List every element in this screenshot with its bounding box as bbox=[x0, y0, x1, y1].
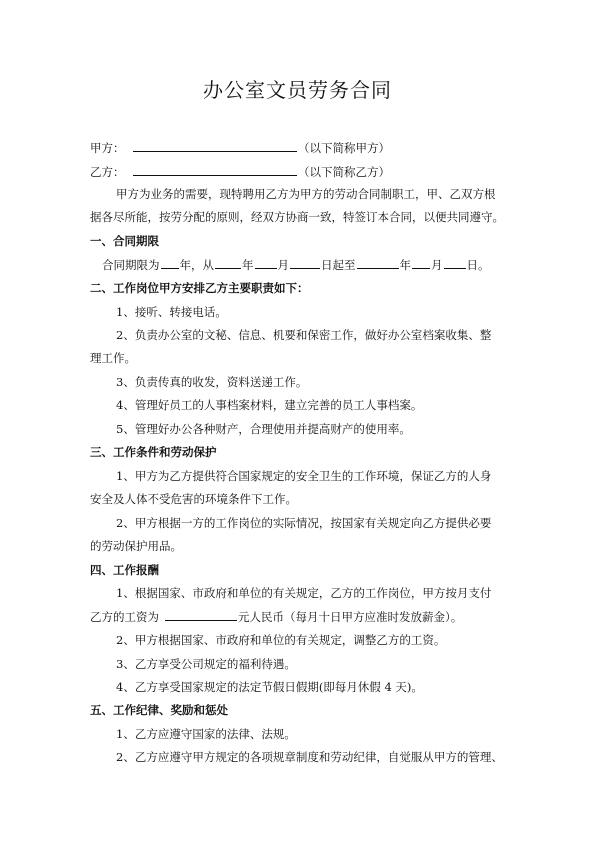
party-a-line bbox=[90, 139, 520, 156]
section-3-heading: 三、工作条件和劳动保护 bbox=[90, 445, 217, 459]
duty-item-3: 3、负责传真的收发，资料送递工作。 bbox=[116, 375, 308, 389]
term-text-1: 合同期限为 bbox=[102, 258, 160, 272]
party-a-label: 甲方： bbox=[90, 141, 125, 155]
discipline-item-2: 2、乙方应遵守甲方规定的各项规章制度和劳动纪律，自觉服从甲方的管理、 bbox=[116, 750, 503, 764]
duty-item-2: 2、负责办公室的文秘、信息、机要和保密工作，做好办公室档案收集、整 bbox=[116, 328, 492, 342]
party-b-note: （以下简称乙方） bbox=[298, 165, 390, 179]
discipline-item-1: 1、乙方应遵守国家的法律、法规。 bbox=[116, 727, 296, 741]
condition-item-2: 2、甲方根据一方的工作岗位的实际情况，按国家有关规定向乙方提供必要 bbox=[116, 516, 492, 530]
intro-line-1: 甲方为业务的需要，现特聘用乙方为甲方的劳动合同制职工，甲、乙双方根 bbox=[116, 187, 496, 201]
party-a-blank[interactable] bbox=[133, 139, 297, 152]
term-text-5: 日起至 bbox=[321, 258, 356, 272]
pay-item-1: 1、根据国家、市政府和单位的有关规定，乙方的工作岗位，甲方按月支付 bbox=[116, 586, 492, 600]
term-years-blank[interactable] bbox=[161, 256, 179, 269]
page-title: 办公室文员劳务合同 bbox=[203, 78, 392, 102]
section-5-heading: 五、工作纪律、奖励和惩处 bbox=[90, 703, 228, 717]
condition-item-1-cont: 安全及人体不受危害的环境条件下工作。 bbox=[90, 492, 297, 506]
end-year-blank[interactable] bbox=[357, 256, 399, 269]
term-text-7: 月 bbox=[431, 258, 443, 272]
condition-item-1: 1、甲方为乙方提供符合国家规定的安全卫生的工作环境，保证乙方的人身 bbox=[116, 469, 492, 483]
section-1-heading: 一、合同期限 bbox=[90, 234, 159, 248]
duty-item-2-cont: 理工作。 bbox=[90, 351, 136, 365]
pay-item-2: 2、甲方根据国家、市政府和单位的有关规定，调整乙方的工资。 bbox=[116, 633, 446, 647]
party-b-label: 乙方： bbox=[90, 165, 125, 179]
term-line bbox=[102, 256, 522, 273]
section-2-heading: 二、工作岗位甲方安排乙方主要职责如下： bbox=[90, 281, 309, 295]
duty-item-1: 1、接听、转接电话。 bbox=[116, 305, 227, 319]
salary-text-pre: 乙方的工资为 bbox=[90, 610, 159, 624]
party-b-line bbox=[90, 163, 520, 180]
term-text-8: 日。 bbox=[466, 258, 490, 272]
condition-item-2-cont: 的劳动保护用品。 bbox=[90, 539, 182, 553]
pay-item-3: 3、乙方享受公司规定的福利待遇。 bbox=[116, 657, 296, 671]
salary-blank[interactable] bbox=[165, 608, 237, 621]
term-text-6: 年 bbox=[399, 258, 411, 272]
start-year-blank[interactable] bbox=[215, 256, 241, 269]
duty-item-5: 5、管理好办公各种财产，合理使用并提高财产的使用率。 bbox=[116, 422, 411, 436]
party-b-blank[interactable] bbox=[133, 163, 297, 176]
section-4-heading: 四、工作报酬 bbox=[90, 563, 159, 577]
party-a-note: （以下简称甲方） bbox=[298, 141, 390, 155]
term-text-2: 年，从 bbox=[179, 258, 214, 272]
salary-text-post: 元人民币（每月十日甲方应准时发放薪金）。 bbox=[238, 610, 463, 624]
pay-item-1-cont bbox=[90, 608, 520, 625]
start-day-blank[interactable] bbox=[290, 256, 320, 269]
end-day-blank[interactable] bbox=[444, 256, 466, 269]
pay-item-4: 4、乙方享受国家规定的法定节假日假期(即每月休假 4 天)。 bbox=[116, 680, 423, 694]
term-text-3: 年 bbox=[242, 258, 254, 272]
end-month-blank[interactable] bbox=[412, 256, 430, 269]
start-month-blank[interactable] bbox=[255, 256, 277, 269]
duty-item-4: 4、管理好员工的人事档案材料，建立完善的员工人事档案。 bbox=[116, 398, 423, 412]
intro-line-2: 据各尽所能，按劳分配的原则，经双方协商一致，特签订本合同，以便共同遵守。 bbox=[90, 210, 504, 224]
term-text-4: 月 bbox=[277, 258, 289, 272]
